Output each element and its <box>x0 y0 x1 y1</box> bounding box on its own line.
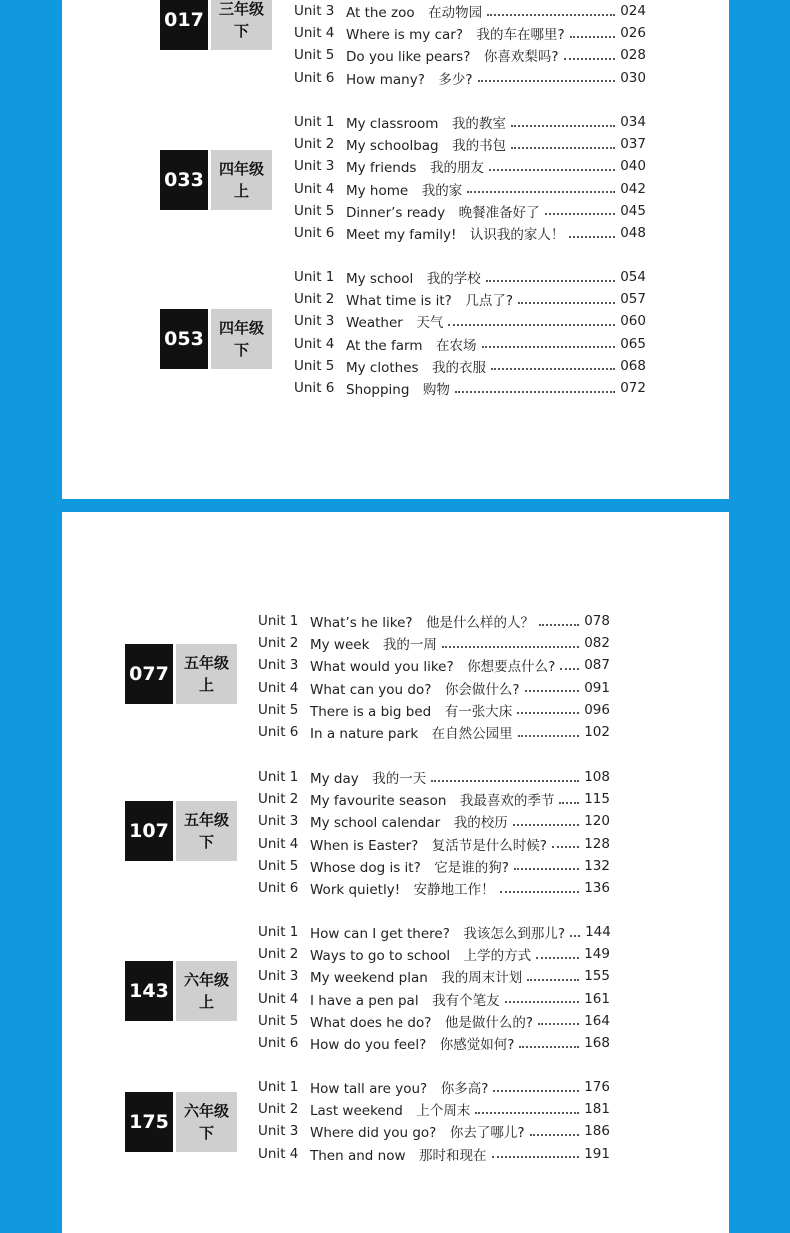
page-number: 026 <box>620 25 646 42</box>
toc-entry[interactable] <box>294 200 646 222</box>
section-start-page: 107 <box>125 801 173 861</box>
dot-leader <box>448 323 615 326</box>
page-number: 149 <box>584 946 610 963</box>
toc-entry[interactable] <box>294 377 646 399</box>
unit-title: Where is my car? 我的车在哪里? <box>346 27 565 44</box>
unit-number: Unit 4 <box>258 679 299 696</box>
dot-leader <box>511 146 615 149</box>
grade-badge <box>160 309 272 369</box>
grade-badge <box>160 150 272 210</box>
grade-level: 三年级 <box>218 0 264 18</box>
unit-title: What does he do? 他是做什么的? <box>310 1014 534 1031</box>
toc-entry[interactable] <box>294 333 646 355</box>
unit-number: Unit 5 <box>294 202 335 219</box>
unit-title: What would you like? 你想要点什么? <box>310 659 556 676</box>
toc-entry[interactable] <box>258 1143 610 1165</box>
page-number: 034 <box>620 114 646 130</box>
page-number: 045 <box>620 202 646 219</box>
unit-number: Unit 2 <box>294 291 335 308</box>
toc-entry[interactable] <box>294 222 646 244</box>
unit-number: Unit 4 <box>294 25 335 42</box>
unit-number: Unit 3 <box>294 158 335 175</box>
grade-level: 五年级 <box>183 654 229 672</box>
section-start-page: 033 <box>160 150 208 210</box>
toc-entry[interactable] <box>258 810 610 832</box>
page-number: 068 <box>620 357 646 374</box>
unit-title: At the farm 在农场 <box>346 337 477 354</box>
page-number: 028 <box>620 47 646 64</box>
unit-title: My week 我的一周 <box>310 637 437 654</box>
toc-entry[interactable] <box>258 921 610 943</box>
page-number: 078 <box>584 613 610 629</box>
page-number: 042 <box>620 180 646 197</box>
unit-number: Unit 5 <box>294 357 335 374</box>
unit-number: Unit 1 <box>258 769 299 785</box>
unit-number: Unit 4 <box>258 990 299 1007</box>
toc-entry[interactable] <box>294 178 646 200</box>
unit-number: Unit 1 <box>294 114 335 130</box>
page-number: 060 <box>620 313 646 330</box>
toc-entry[interactable] <box>294 44 646 66</box>
page-number: 087 <box>584 657 610 674</box>
toc-panel-bottom <box>62 512 729 1233</box>
page-number: 128 <box>584 835 610 852</box>
unit-number: Unit 3 <box>258 968 299 985</box>
unit-number: Unit 5 <box>258 701 299 718</box>
grade-level: 五年级 <box>183 811 229 829</box>
grade-label <box>176 801 237 861</box>
grade-level: 四年级 <box>218 319 264 337</box>
toc-panel-top <box>62 0 729 499</box>
unit-title: In a nature park 在自然公园里 <box>310 726 513 742</box>
page-number: 155 <box>584 968 610 985</box>
grade-label <box>176 961 237 1021</box>
toc-entry[interactable] <box>294 266 646 288</box>
toc-entry[interactable] <box>258 855 610 877</box>
unit-title: How do you feel? 你感觉如何? <box>310 1037 515 1053</box>
dot-leader <box>511 124 615 127</box>
dot-leader <box>505 1000 580 1003</box>
grade-term: 下 <box>198 833 214 851</box>
unit-title: At the zoo 在动物园 <box>346 5 483 21</box>
unit-title: There is a big bed 有一张大床 <box>310 703 513 720</box>
unit-title: Whose dog is it? 它是谁的狗? <box>310 859 509 876</box>
dot-leader <box>536 956 579 959</box>
unit-title: When is Easter? 复活节是什么时候? <box>310 837 547 854</box>
toc-entry[interactable] <box>258 766 610 788</box>
dot-leader <box>517 711 579 714</box>
toc-entry[interactable] <box>258 1010 610 1032</box>
page-number: 072 <box>620 380 646 396</box>
page-number: 096 <box>584 701 610 718</box>
unit-number: Unit 5 <box>258 1012 299 1029</box>
page-number: 191 <box>584 1145 610 1162</box>
unit-title: What time is it? 几点了? <box>346 293 514 310</box>
toc-entry[interactable] <box>258 833 610 855</box>
page-number: 037 <box>620 136 646 153</box>
grade-level: 四年级 <box>218 160 264 178</box>
dot-leader <box>489 168 615 171</box>
grade-label <box>211 309 272 369</box>
dot-leader <box>539 623 579 626</box>
section-start-page: 077 <box>125 644 173 704</box>
unit-title: Then and now 那时和现在 <box>310 1147 487 1164</box>
grade-badge <box>125 801 237 861</box>
grade-term: 下 <box>198 1124 214 1142</box>
dot-leader <box>527 978 579 981</box>
toc-entry[interactable] <box>294 355 646 377</box>
dot-leader <box>493 1089 579 1092</box>
unit-number: Unit 1 <box>294 269 335 285</box>
dot-leader <box>570 35 616 38</box>
toc-entry[interactable] <box>258 965 610 987</box>
unit-title: Weather 天气 <box>346 315 444 332</box>
page-number: 161 <box>584 990 610 1007</box>
grade-label <box>176 1092 237 1152</box>
page-number: 164 <box>584 1012 610 1029</box>
unit-title: My clothes 我的衣服 <box>346 359 487 376</box>
toc-entry[interactable] <box>294 22 646 44</box>
unit-number: Unit 5 <box>258 857 299 874</box>
page-number: 030 <box>620 69 646 86</box>
unit-number: Unit 6 <box>294 69 335 86</box>
unit-number: Unit 4 <box>258 1145 299 1162</box>
page-number: 065 <box>620 335 646 352</box>
page-number: 057 <box>620 291 646 308</box>
toc-entry[interactable] <box>294 310 646 332</box>
toc-entry[interactable] <box>258 988 610 1010</box>
dot-leader <box>492 1155 580 1158</box>
page-number: 186 <box>584 1123 610 1140</box>
dot-leader <box>514 867 579 870</box>
dot-leader <box>431 779 579 782</box>
dot-leader <box>538 1022 579 1025</box>
page-number: 048 <box>620 225 646 241</box>
dot-leader <box>530 1133 580 1136</box>
unit-number: Unit 4 <box>258 835 299 852</box>
toc-entry[interactable] <box>294 67 646 89</box>
grade-badge <box>125 644 237 704</box>
unit-number: Unit 3 <box>258 813 299 830</box>
unit-number: Unit 1 <box>258 1079 299 1095</box>
unit-title: My friends 我的朋友 <box>346 160 484 177</box>
page-number: 115 <box>584 791 610 808</box>
toc-entry[interactable] <box>294 0 646 22</box>
toc-entry[interactable] <box>258 610 610 632</box>
dot-leader <box>513 823 580 826</box>
unit-number: Unit 2 <box>258 1101 299 1118</box>
unit-number: Unit 6 <box>258 880 299 896</box>
dot-leader <box>478 79 616 82</box>
unit-number: Unit 2 <box>258 946 299 963</box>
unit-title: Shopping 购物 <box>346 382 450 398</box>
dot-leader <box>455 390 615 393</box>
page-number: 054 <box>620 269 646 285</box>
unit-title: Meet my family! 认识我的家人！ <box>346 227 565 243</box>
unit-number: Unit 3 <box>294 313 335 330</box>
grade-term: 下 <box>233 341 249 359</box>
unit-number: Unit 4 <box>294 180 335 197</box>
grade-label <box>211 0 272 50</box>
unit-title: My weekend plan 我的周末计划 <box>310 970 523 987</box>
toc-entry[interactable] <box>258 1076 610 1098</box>
section-start-page: 053 <box>160 309 208 369</box>
dot-leader <box>500 890 580 893</box>
unit-number: Unit 3 <box>258 657 299 674</box>
dot-leader <box>487 13 615 16</box>
unit-number: Unit 2 <box>294 136 335 153</box>
unit-title: How can I get there? 我该怎么到那儿? <box>310 926 566 942</box>
dot-leader <box>519 1045 579 1048</box>
unit-number: Unit 2 <box>258 635 299 652</box>
dot-leader <box>475 1111 579 1114</box>
page-number: 144 <box>585 924 611 940</box>
toc-entry[interactable] <box>258 677 610 699</box>
unit-number: Unit 6 <box>258 1035 299 1051</box>
toc-entry[interactable] <box>258 721 610 743</box>
toc-entry[interactable] <box>258 1098 610 1120</box>
toc-entry[interactable] <box>294 133 646 155</box>
dot-leader <box>518 301 615 304</box>
toc-entry[interactable] <box>294 155 646 177</box>
page-number: 132 <box>584 857 610 874</box>
toc-entry[interactable] <box>258 1120 610 1142</box>
toc-entry[interactable] <box>258 1032 610 1054</box>
grade-badge <box>125 961 237 1021</box>
unit-title: Ways to go to school 上学的方式 <box>310 948 532 965</box>
unit-title: How many? 多少? <box>346 71 473 88</box>
grade-term: 上 <box>198 993 214 1011</box>
dot-leader <box>552 845 579 848</box>
toc-entry[interactable] <box>258 699 610 721</box>
page-number: 136 <box>584 880 610 896</box>
page-number: 040 <box>620 158 646 175</box>
page-number: 181 <box>584 1101 610 1118</box>
unit-title: My schoolbag 我的书包 <box>346 138 507 155</box>
page-number: 082 <box>584 635 610 652</box>
unit-number: Unit 6 <box>294 380 335 396</box>
page-number: 120 <box>584 813 610 830</box>
unit-title: What can you do? 你会做什么? <box>310 681 520 698</box>
toc-entry[interactable] <box>258 788 610 810</box>
page-number: 108 <box>584 769 610 785</box>
dot-leader <box>442 645 579 648</box>
unit-title: My school 我的学校 <box>346 271 481 287</box>
unit-title: My home 我的家 <box>346 182 463 199</box>
dot-leader <box>569 235 615 238</box>
dot-leader <box>491 367 615 370</box>
unit-title: Last weekend 上个周末 <box>310 1103 471 1120</box>
grade-level: 六年级 <box>183 1102 229 1120</box>
page-number: 168 <box>584 1035 610 1051</box>
dot-leader <box>570 934 580 937</box>
dot-leader <box>560 667 579 670</box>
unit-title: What’s he like? 他是什么样的人？ <box>310 615 535 631</box>
toc-entry[interactable] <box>294 111 646 133</box>
unit-number: Unit 3 <box>294 3 335 19</box>
toc-entry[interactable] <box>294 288 646 310</box>
unit-title: I have a pen pal 我有个笔友 <box>310 992 500 1009</box>
grade-term: 下 <box>233 22 249 40</box>
grade-label <box>176 644 237 704</box>
grade-badge <box>160 0 272 50</box>
unit-number: Unit 1 <box>258 924 299 940</box>
grade-badge <box>125 1092 237 1152</box>
dot-leader <box>518 734 580 737</box>
page-number: 102 <box>584 724 610 740</box>
dot-leader <box>564 57 616 60</box>
grade-level: 六年级 <box>183 971 229 989</box>
unit-number: Unit 1 <box>258 613 299 629</box>
dot-leader <box>467 190 615 193</box>
unit-title: Dinner’s ready 晚餐准备好了 <box>346 204 540 221</box>
section-start-page: 017 <box>160 0 208 50</box>
unit-title: Where did you go? 你去了哪儿? <box>310 1125 525 1142</box>
section-start-page: 143 <box>125 961 173 1021</box>
page-number: 091 <box>584 679 610 696</box>
unit-number: Unit 6 <box>258 724 299 740</box>
dot-leader <box>486 279 616 282</box>
grade-term: 上 <box>233 182 249 200</box>
toc-entry[interactable] <box>258 877 610 899</box>
unit-title: My day 我的一天 <box>310 771 427 787</box>
dot-leader <box>559 801 579 804</box>
toc-entry[interactable] <box>258 654 610 676</box>
unit-number: Unit 3 <box>258 1123 299 1140</box>
unit-number: Unit 5 <box>294 47 335 64</box>
unit-title: Do you like pears? 你喜欢梨吗? <box>346 49 559 66</box>
dot-leader <box>545 212 616 215</box>
unit-title: How tall are you? 你多高? <box>310 1081 489 1097</box>
unit-title: My favourite season 我最喜欢的季节 <box>310 793 555 810</box>
unit-number: Unit 6 <box>294 225 335 241</box>
page-number: 024 <box>620 3 646 19</box>
toc-entry[interactable] <box>258 632 610 654</box>
toc-entry[interactable] <box>258 943 610 965</box>
dot-leader <box>482 345 616 348</box>
unit-number: Unit 4 <box>294 335 335 352</box>
unit-number: Unit 2 <box>258 791 299 808</box>
page-number: 176 <box>584 1079 610 1095</box>
unit-title: My classroom 我的教室 <box>346 116 506 132</box>
grade-label <box>211 150 272 210</box>
unit-title: Work quietly! 安静地工作！ <box>310 882 495 898</box>
dot-leader <box>525 689 580 692</box>
grade-term: 上 <box>198 676 214 694</box>
section-start-page: 175 <box>125 1092 173 1152</box>
unit-title: My school calendar 我的校历 <box>310 815 508 832</box>
